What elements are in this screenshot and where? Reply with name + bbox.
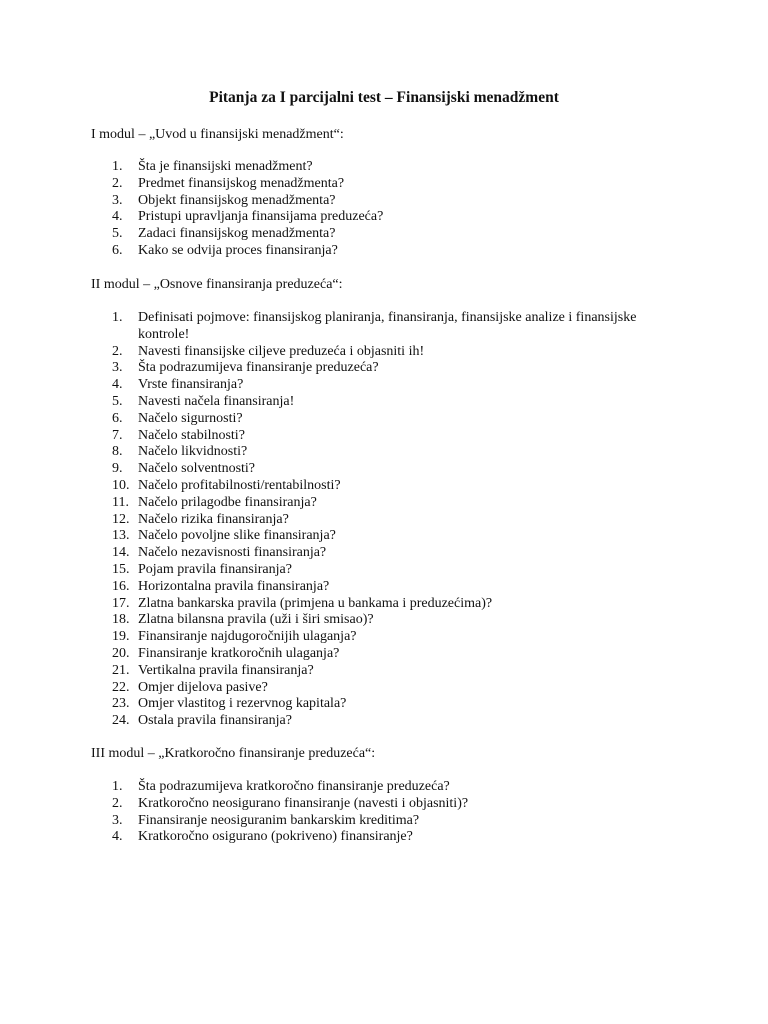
question-number: 2. bbox=[112, 795, 123, 811]
question-number: 4. bbox=[112, 377, 123, 393]
list-item bbox=[91, 209, 651, 226]
question-number: 4. bbox=[112, 829, 123, 845]
list-item bbox=[91, 596, 651, 613]
question-number: 4. bbox=[112, 209, 123, 225]
question-text: Pojam pravila finansiranja? bbox=[138, 561, 292, 577]
question-text: Načelo likvidnosti? bbox=[138, 444, 248, 460]
question-number: 16. bbox=[112, 578, 130, 594]
question-text: Omjer vlastitog i rezervnog kapitala? bbox=[138, 696, 347, 712]
list-item bbox=[91, 310, 651, 344]
question-text: Načelo prilagodbe finansiranja? bbox=[138, 494, 317, 510]
question-number: 20. bbox=[112, 645, 130, 661]
list-item bbox=[91, 444, 651, 461]
question-text: Načelo povoljne slike finansiranja? bbox=[138, 528, 336, 544]
question-number: 3. bbox=[112, 192, 123, 208]
list-item bbox=[91, 545, 651, 562]
list-item bbox=[91, 478, 651, 495]
question-number: 5. bbox=[112, 393, 123, 409]
question-number: 3. bbox=[112, 360, 123, 376]
question-text: Vrste finansiranja? bbox=[138, 377, 244, 393]
list-item bbox=[91, 696, 651, 713]
list-item bbox=[91, 528, 651, 545]
question-number: 17. bbox=[112, 595, 130, 611]
list-item bbox=[91, 796, 651, 813]
question-text: Definisati pojmove: finansijskog planiranja, finansiranja, finansijske analize i finansijske kontrole! bbox=[138, 310, 637, 342]
list-item bbox=[91, 579, 651, 596]
question-number: 22. bbox=[112, 679, 130, 695]
question-number: 8. bbox=[112, 444, 123, 460]
question-number: 1. bbox=[112, 159, 123, 174]
question-text: Pristupi upravljanja finansijama preduzeća? bbox=[138, 209, 384, 225]
list-item bbox=[91, 193, 651, 210]
list-item bbox=[91, 629, 651, 646]
list-item bbox=[91, 562, 651, 579]
question-text: Kako se odvija proces finansiranja? bbox=[138, 242, 338, 258]
list-item bbox=[91, 428, 651, 445]
question-number: 1. bbox=[112, 310, 123, 325]
question-text: Omjer dijelova pasive? bbox=[138, 679, 268, 695]
question-number: 11. bbox=[112, 494, 129, 510]
question-text: Načelo profitabilnosti/rentabilnosti? bbox=[138, 477, 341, 493]
list-item bbox=[91, 663, 651, 680]
module-1-question-list bbox=[91, 159, 651, 260]
module-2-heading: II modul – „Osnove finansiranja preduzeća“: bbox=[91, 277, 343, 292]
question-number: 6. bbox=[112, 242, 123, 258]
list-item bbox=[91, 829, 651, 846]
question-text: Načelo stabilnosti? bbox=[138, 427, 245, 443]
question-number: 13. bbox=[112, 528, 130, 544]
question-number: 10. bbox=[112, 477, 130, 493]
question-number: 12. bbox=[112, 511, 130, 527]
question-number: 2. bbox=[112, 343, 123, 359]
module-2-question-list bbox=[91, 310, 651, 730]
list-item bbox=[91, 680, 651, 697]
question-text: Vertikalna pravila finansiranja? bbox=[138, 662, 314, 678]
module-3-heading: III modul – „Kratkoročno finansiranje preduzeća“: bbox=[91, 746, 376, 761]
question-text: Šta podrazumijeva kratkoročno finansiranje preduzeća? bbox=[138, 779, 450, 794]
question-number: 7. bbox=[112, 427, 123, 443]
list-item bbox=[91, 813, 651, 830]
list-item bbox=[91, 646, 651, 663]
question-text: Načelo solventnosti? bbox=[138, 461, 256, 477]
question-number: 9. bbox=[112, 461, 123, 477]
question-number: 3. bbox=[112, 812, 123, 828]
list-item bbox=[91, 394, 651, 411]
module-3-question-list bbox=[91, 779, 651, 846]
question-text: Načelo sigurnosti? bbox=[138, 410, 243, 426]
list-item bbox=[91, 495, 651, 512]
question-text: Horizontalna pravila finansiranja? bbox=[138, 578, 330, 594]
question-number: 5. bbox=[112, 226, 123, 242]
list-item bbox=[91, 713, 651, 730]
question-number: 1. bbox=[112, 779, 123, 794]
question-text: Objekt finansijskog menadžmenta? bbox=[138, 192, 336, 208]
question-number: 14. bbox=[112, 545, 130, 561]
question-number: 18. bbox=[112, 612, 130, 628]
question-text: Predmet finansijskog menadžmenta? bbox=[138, 175, 345, 191]
question-text: Načelo nezavisnosti finansiranja? bbox=[138, 545, 327, 561]
question-text: Navesti finansijske ciljeve preduzeća i objasniti ih! bbox=[138, 343, 425, 359]
list-item bbox=[91, 243, 651, 260]
list-item bbox=[91, 612, 651, 629]
question-text: Navesti načela finansiranja! bbox=[138, 393, 295, 409]
question-text: Zlatna bankarska pravila (primjena u bankama i preduzećima)? bbox=[138, 595, 493, 611]
question-text: Šta je finansijski menadžment? bbox=[138, 159, 313, 174]
question-text: Finansiranje neosiguranim bankarskim kreditima? bbox=[138, 812, 420, 828]
question-text: Šta podrazumijeva finansiranje preduzeća? bbox=[138, 360, 379, 376]
question-text: Finansiranje najdugoročnijih ulaganja? bbox=[138, 629, 357, 645]
list-item bbox=[91, 226, 651, 243]
list-item bbox=[91, 779, 651, 796]
list-item bbox=[91, 512, 651, 529]
list-item bbox=[91, 377, 651, 394]
question-number: 6. bbox=[112, 410, 123, 426]
question-number: 23. bbox=[112, 696, 130, 712]
question-text: Zadaci finansijskog menadžmenta? bbox=[138, 226, 336, 242]
question-text: Zlatna bilansna pravila (uži i širi smisao)? bbox=[138, 612, 374, 628]
list-item bbox=[91, 159, 651, 176]
list-item bbox=[91, 344, 651, 361]
question-number: 24. bbox=[112, 713, 130, 729]
question-number: 21. bbox=[112, 662, 130, 678]
question-text: Načelo rizika finansiranja? bbox=[138, 511, 289, 527]
list-item bbox=[91, 176, 651, 193]
question-text: Ostala pravila finansiranja? bbox=[138, 713, 292, 729]
question-text: Kratkoročno neosigurano finansiranje (navesti i objasniti)? bbox=[138, 795, 469, 811]
question-number: 19. bbox=[112, 629, 130, 645]
page-title: Pitanja za I parcijalni test – Finansijski menadžment bbox=[209, 89, 559, 106]
list-item bbox=[91, 411, 651, 428]
question-text: Finansiranje kratkoročnih ulaganja? bbox=[138, 645, 340, 661]
list-item bbox=[91, 360, 651, 377]
question-text: Kratkoročno osigurano (pokriveno) finansiranje? bbox=[138, 829, 413, 845]
list-item bbox=[91, 461, 651, 478]
module-1-heading: I modul – „Uvod u finansijski menadžment“: bbox=[91, 127, 344, 142]
question-number: 2. bbox=[112, 175, 123, 191]
question-number: 15. bbox=[112, 561, 130, 577]
